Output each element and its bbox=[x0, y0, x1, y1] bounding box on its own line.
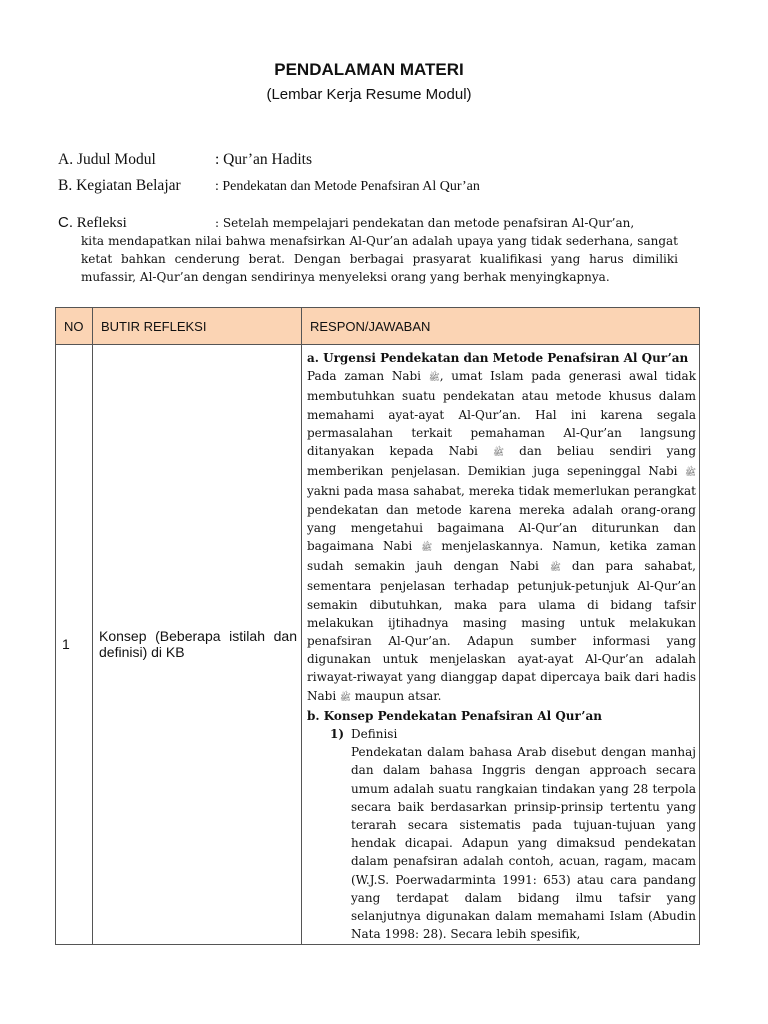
row-butir: Konsep (Beberapa istilah dan definisi) di KB bbox=[93, 345, 302, 945]
saw-symbol: ﷺ bbox=[493, 448, 504, 459]
row-response bbox=[302, 345, 700, 945]
kegiatan-belajar-row bbox=[58, 177, 480, 195]
kegiatan-belajar-value: : Pendekatan dan Metode Penafsiran Al Qur’an bbox=[215, 179, 480, 194]
refleksi-intro: : Setelah mempelajari pendekatan dan metode penafsiran Al-Qur’an, bbox=[215, 216, 635, 230]
saw-symbol: ﷺ bbox=[340, 692, 351, 703]
refleksi-letter: C. bbox=[58, 214, 73, 231]
judul-modul-row bbox=[58, 151, 312, 169]
section-a-body: Pada zaman Nabi ﷺ, umat Islam pada generasi awal tidak membutuhkan suatu pendekatan atau metode khusus dalam memahami ayat-ayat Al-Qur’an. Hal ini karena segala permasalahan terkait pemahaman Al-Qur’an langsung ditanyakan kepada Nabi ﷺ dan beliau sendiri yang memberikan penjelasan. Demikian juga sepeninggal Nabi ﷺ yakni pada masa sahabat, mereka tidak memerlukan perangkat pendekatan dan metode karena mereka adalah orang-orang yang mengetahui bagaimana Al-Qur’an diturunkan dan bagaimana Nabi ﷺ menjelaskannya. Namun, ketika zaman sudah semakin jauh dengan Nabi ﷺ dan para sahabat, sementara penjelasan terhadap petunjuk-petunjuk Al-Qur’an semakin dibutuhkan, maka para ulama di bidang tafsir melakukan ijtihadnya masing masing untuk melakukan penafsiran Al-Qur’an. Adapun sumber informasi yang digunakan untuk menjelaskan ayat-ayat Al-Qur’an adalah riwayat-riwayat yang dianggap dapat dipercaya baik dari hadis Nabi ﷺ maupun atsar. bbox=[307, 369, 696, 703]
page-subtitle: (Lembar Kerja Resume Modul) bbox=[266, 86, 472, 103]
saw-symbol: ﷺ bbox=[685, 468, 696, 479]
subsection-definisi bbox=[307, 725, 696, 943]
subsection-body: Pendekatan dalam bahasa Arab disebut dengan manhaj dan dalam bahasa Inggris dengan approach secara umum adalah suatu rangkaian tindakan yang 28 terpola secara baik berdasarkan prinsip-prinsip tertentu yang terarah secara sistematis pada tujuan-tujuan yang hendak dicapai. Adapun yang dimaksud pendekatan dalam penafsiran adalah contoh, acuan, ragam, macam (W.J.S. Poerwadarminta 1991: 653) atau cara pandang yang terdapat dalam bidang ilmu tafsir yang selanjutnya digunakan dalam memahami Islam (Abudin Nata 1998: 28). Secara lebih spesifik, bbox=[351, 745, 696, 942]
header-no: NO bbox=[56, 308, 93, 345]
refleksi-table bbox=[55, 307, 700, 945]
table-row bbox=[56, 345, 700, 945]
saw-symbol: ﷺ bbox=[549, 563, 561, 574]
kegiatan-belajar-label: B. Kegiatan Belajar bbox=[58, 177, 181, 194]
judul-modul-value: : Qur’an Hadits bbox=[215, 151, 312, 168]
refleksi-section bbox=[58, 214, 678, 286]
row-number: 1 bbox=[56, 345, 93, 945]
subsection-title: Definisi bbox=[351, 727, 398, 742]
header-respon-jawaban: RESPON/JAWABAN bbox=[302, 308, 700, 345]
judul-modul-label: A. Judul Modul bbox=[58, 151, 156, 168]
saw-symbol: ﷺ bbox=[421, 543, 433, 554]
subsection-number: 1) bbox=[330, 727, 345, 742]
refleksi-text: kita mendapatkan nilai bahwa menafsirkan Al-Qur’an adalah upaya yang tidak sederhana, sangat ketat bahkan cenderung berat. Dengan berbagai prasyarat kualifikasi yang harus dimiliki mufassir, Al-Qur’an dengan sendirinya menyeleksi orang yang berhak menyingkapnya. bbox=[81, 234, 678, 284]
header-butir-refleksi: BUTIR REFLEKSI bbox=[93, 308, 302, 345]
section-b-title: b. Konsep Pendekatan Penafsiran Al Qur’an bbox=[307, 708, 602, 723]
refleksi-label: Refleksi bbox=[76, 215, 127, 231]
saw-symbol: ﷺ bbox=[428, 373, 440, 384]
section-a-title: a. Urgensi Pendekatan dan Metode Penafsiran Al Qur’an bbox=[307, 351, 689, 365]
page-title: PENDALAMAN MATERI bbox=[274, 60, 464, 79]
table-header-row bbox=[56, 308, 700, 345]
